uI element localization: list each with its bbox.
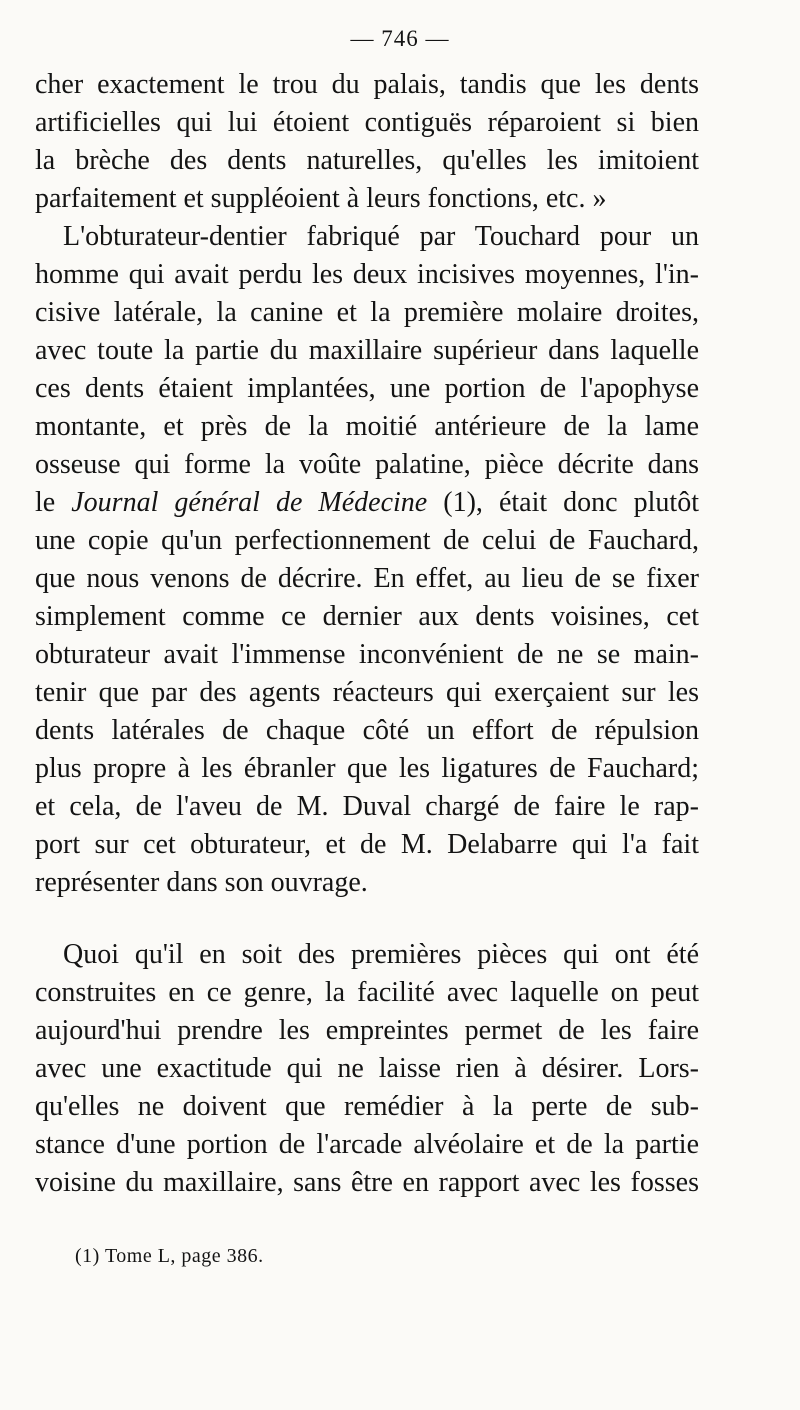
page-number: — 746 — bbox=[350, 26, 450, 51]
text-line: L'obturateur-dentier fabriqué par Touchard pour un bbox=[63, 221, 699, 252]
text-line: et cela, de l'aveu de M. Duval chargé de faire le rap- bbox=[35, 791, 699, 822]
text-line: artificielles qui lui étoient contiguës réparoient si bien bbox=[35, 107, 699, 138]
text-line: montante, et près de la moitié antérieure de la lame bbox=[35, 411, 699, 442]
text-line: simplement comme ce dernier aux dents voisines, cet bbox=[35, 601, 699, 632]
text-line: osseuse qui forme la voûte palatine, pièce décrite dans bbox=[35, 449, 699, 480]
text-line: qu'elles ne doivent que remédier à la perte de sub- bbox=[35, 1091, 699, 1122]
text-line: homme qui avait perdu les deux incisives moyennes, l'in- bbox=[35, 259, 699, 290]
text-line: port sur cet obturateur, et de M. Delabarre qui l'a fait bbox=[35, 829, 699, 860]
text-line: plus propre à les ébranler que les ligatures de Fauchard; bbox=[35, 753, 699, 784]
text-line: la brèche des dents naturelles, qu'elles les imitoient bbox=[35, 145, 699, 176]
text-line: que nous venons de décrire. En effet, au lieu de se fixer bbox=[35, 563, 699, 594]
text-line: avec une exactitude qui ne laisse rien à désirer. Lors- bbox=[35, 1053, 699, 1084]
text-line: représenter dans son ouvrage. bbox=[35, 867, 368, 898]
text-line: construites en ce genre, la facilité avec laquelle on peut bbox=[35, 977, 699, 1008]
text-line: cher exactement le trou du palais, tandis que les dents bbox=[35, 69, 699, 100]
text-line: tenir que par des agents réacteurs qui exerçaient sur les bbox=[35, 677, 699, 708]
text-line: parfaitement et suppléoient à leurs fonctions, etc. » bbox=[35, 183, 607, 214]
paragraph-2 bbox=[35, 218, 699, 902]
text-line: ces dents étaient implantées, une portion de l'apophyse bbox=[35, 373, 699, 404]
text-line: voisine du maxillaire, sans être en rapport avec les fosses bbox=[35, 1167, 699, 1198]
text-line: Quoi qu'il en soit des premières pièces qui ont été bbox=[63, 939, 699, 970]
paragraph-3 bbox=[35, 936, 699, 1202]
text-line: une copie qu'un perfectionnement de celui de Fauchard, bbox=[35, 525, 699, 556]
text-line: obturateur avait l'immense inconvénient de ne se main- bbox=[35, 639, 699, 670]
journal-title: Journal général de Médecine bbox=[71, 487, 428, 518]
text-line: dents latérales de chaque côté un effort de répulsion bbox=[35, 715, 699, 746]
text-line: cisive latérale, la canine et la première molaire droites, bbox=[35, 297, 699, 328]
paragraph-1 bbox=[35, 66, 699, 218]
footnote: (1) Tome L, page 386. bbox=[75, 1245, 264, 1267]
text-line: aujourd'hui prendre les empreintes permet de les faire bbox=[35, 1015, 699, 1046]
text-line: avec toute la partie du maxillaire supérieur dans laquelle bbox=[35, 335, 699, 366]
text-line: stance d'une portion de l'arcade alvéolaire et de la partie bbox=[35, 1129, 699, 1160]
text-line-journal-reference: le Journal général de Médecine (1), était donc plutôt bbox=[35, 487, 699, 518]
